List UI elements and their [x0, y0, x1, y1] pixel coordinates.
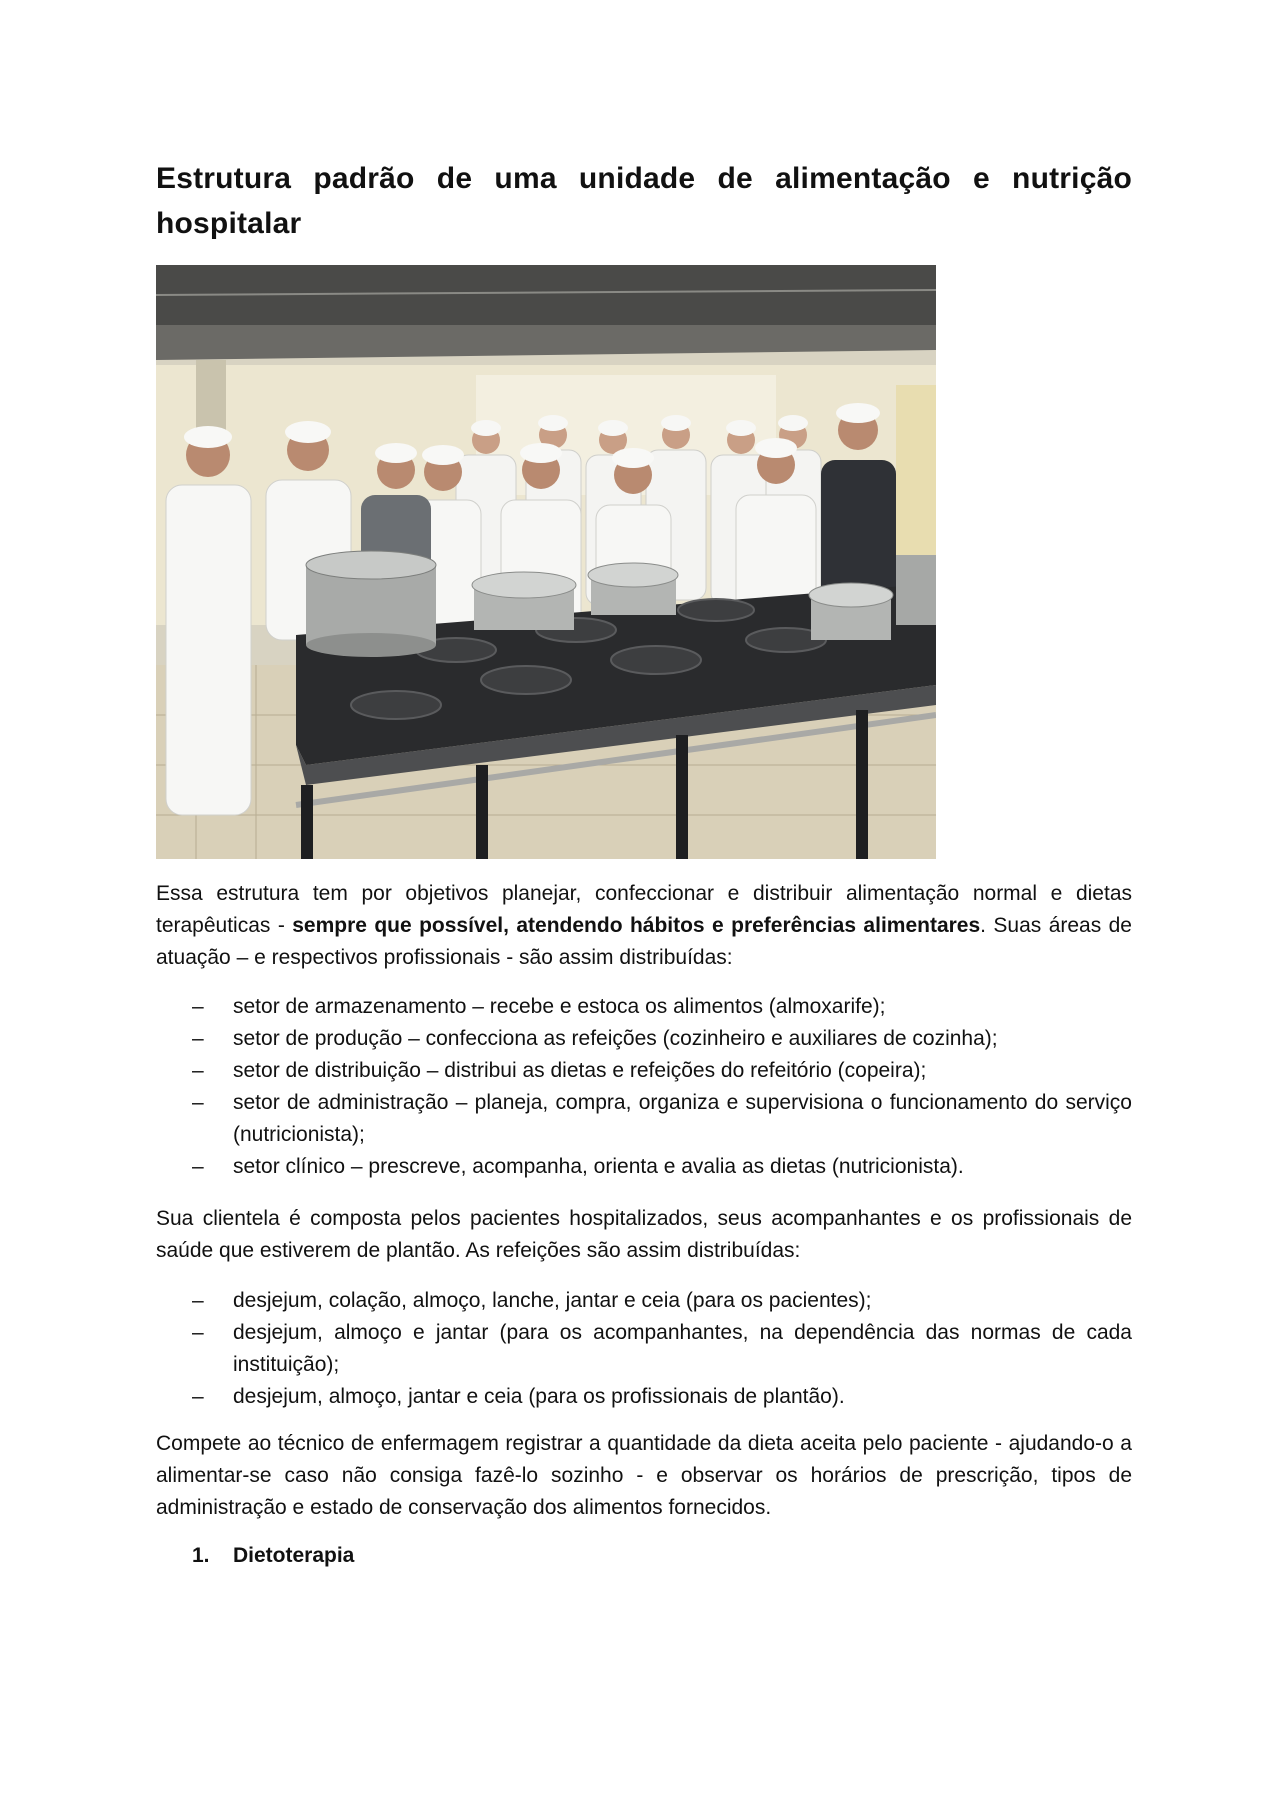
- intro-emphasis: sempre que possível, atendendo hábitos e preferências alimentares: [292, 914, 981, 937]
- intro-text-end: . Suas áreas de atuação – e respectivos profissionais - são assim distribuídas:: [156, 914, 1132, 969]
- list-item-text: desjejum, almoço, jantar e ceia (para os profissionais de plantão).: [233, 1385, 845, 1408]
- dash-bullet: –: [192, 995, 204, 1018]
- list-item: [156, 1285, 1132, 1317]
- list-item: [156, 1087, 1132, 1151]
- dash-bullet: –: [192, 1027, 204, 1050]
- areas-list: [156, 991, 1132, 1183]
- intro-paragraph: [156, 878, 1132, 974]
- list-item-text: desjejum, almoço e jantar (para os acompanhantes, na dependência das normas de cada instituição);: [233, 1321, 1132, 1376]
- section-label: Dietoterapia: [233, 1544, 355, 1567]
- page-title: Estrutura padrão de uma unidade de alimentação e nutrição hospitalar: [156, 162, 1132, 240]
- meals-list: [156, 1285, 1132, 1413]
- dash-bullet: –: [192, 1091, 204, 1114]
- list-item: [156, 1151, 1132, 1183]
- section-number: 1.: [192, 1544, 210, 1567]
- list-item-text: setor de armazenamento – recebe e estoca os alimentos (almoxarife);: [233, 995, 886, 1018]
- list-item-text: setor de distribuição – distribui as dietas e refeições do refeitório (copeira);: [233, 1059, 927, 1082]
- list-item: [156, 1381, 1132, 1413]
- list-item: [156, 1317, 1132, 1381]
- dash-bullet: –: [192, 1059, 204, 1082]
- list-item-text: setor de produção – confecciona as refeições (cozinheiro e auxiliares de cozinha);: [233, 1027, 998, 1050]
- list-item: [156, 991, 1132, 1023]
- list-item-text: setor clínico – prescreve, acompanha, orienta e avalia as dietas (nutricionista).: [233, 1155, 964, 1178]
- intro-text: Essa estrutura tem por objetivos planejar, confeccionar e distribuir alimentação normal e dietas terapêuticas -: [156, 882, 1132, 937]
- section-heading: [192, 1540, 354, 1572]
- kitchen-staff-photo: [156, 265, 936, 859]
- dash-bullet: –: [192, 1155, 204, 1178]
- list-item: [156, 1023, 1132, 1055]
- nursing-paragraph: Compete ao técnico de enfermagem registrar a quantidade da dieta aceita pelo paciente - ajudando-o a alimentar-se caso não consiga fazê-lo sozinho - e observar os horários de prescrição, tipos de administração e estado de conservação dos alimentos fornecidos.: [156, 1432, 1132, 1519]
- clientele-paragraph: Sua clientela é composta pelos pacientes hospitalizados, seus acompanhantes e os profissionais de saúde que estiverem de plantão. As refeições são assim distribuídas:: [156, 1207, 1132, 1262]
- dash-bullet: –: [192, 1385, 204, 1408]
- dash-bullet: –: [192, 1289, 204, 1312]
- dash-bullet: –: [192, 1321, 204, 1344]
- list-item-text: setor de administração – planeja, compra, organiza e supervisiona o funcionamento do serviço (nutricionista);: [233, 1091, 1132, 1146]
- list-item-text: desjejum, colação, almoço, lanche, jantar e ceia (para os pacientes);: [233, 1289, 872, 1312]
- list-item: [156, 1055, 1132, 1087]
